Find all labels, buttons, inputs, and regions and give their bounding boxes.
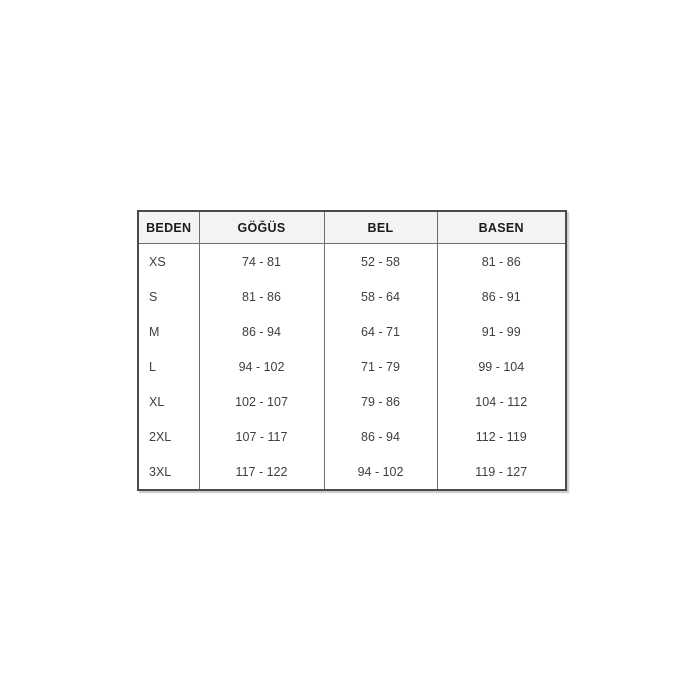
waist-range: 58 - 64 <box>324 279 437 314</box>
waist-range: 86 - 94 <box>324 419 437 454</box>
table-header-row <box>138 211 566 244</box>
chest-range: 102 - 107 <box>199 384 324 419</box>
hips-range: 99 - 104 <box>437 349 566 384</box>
hips-range: 112 - 119 <box>437 419 566 454</box>
table-row <box>138 349 566 384</box>
waist-range: 94 - 102 <box>324 454 437 490</box>
size-label: 2XL <box>138 419 199 454</box>
hips-range: 86 - 91 <box>437 279 566 314</box>
waist-range: 71 - 79 <box>324 349 437 384</box>
chest-range: 117 - 122 <box>199 454 324 490</box>
table-row <box>138 384 566 419</box>
chest-range: 86 - 94 <box>199 314 324 349</box>
chest-range: 81 - 86 <box>199 279 324 314</box>
column-header-gogus: GÖĞÜS <box>199 211 324 244</box>
column-header-basen: BASEN <box>437 211 566 244</box>
hips-range: 119 - 127 <box>437 454 566 490</box>
column-header-beden: BEDEN <box>138 211 199 244</box>
size-label: XL <box>138 384 199 419</box>
chest-range: 107 - 117 <box>199 419 324 454</box>
size-label: 3XL <box>138 454 199 490</box>
table-row <box>138 419 566 454</box>
size-label: XS <box>138 244 199 280</box>
waist-range: 79 - 86 <box>324 384 437 419</box>
size-chart-table <box>137 210 567 491</box>
column-header-bel: BEL <box>324 211 437 244</box>
size-label: L <box>138 349 199 384</box>
table-row <box>138 244 566 280</box>
hips-range: 91 - 99 <box>437 314 566 349</box>
hips-range: 104 - 112 <box>437 384 566 419</box>
hips-range: 81 - 86 <box>437 244 566 280</box>
waist-range: 64 - 71 <box>324 314 437 349</box>
table-row <box>138 279 566 314</box>
size-label: S <box>138 279 199 314</box>
chest-range: 74 - 81 <box>199 244 324 280</box>
waist-range: 52 - 58 <box>324 244 437 280</box>
chest-range: 94 - 102 <box>199 349 324 384</box>
table-row <box>138 314 566 349</box>
size-label: M <box>138 314 199 349</box>
table-row <box>138 454 566 490</box>
